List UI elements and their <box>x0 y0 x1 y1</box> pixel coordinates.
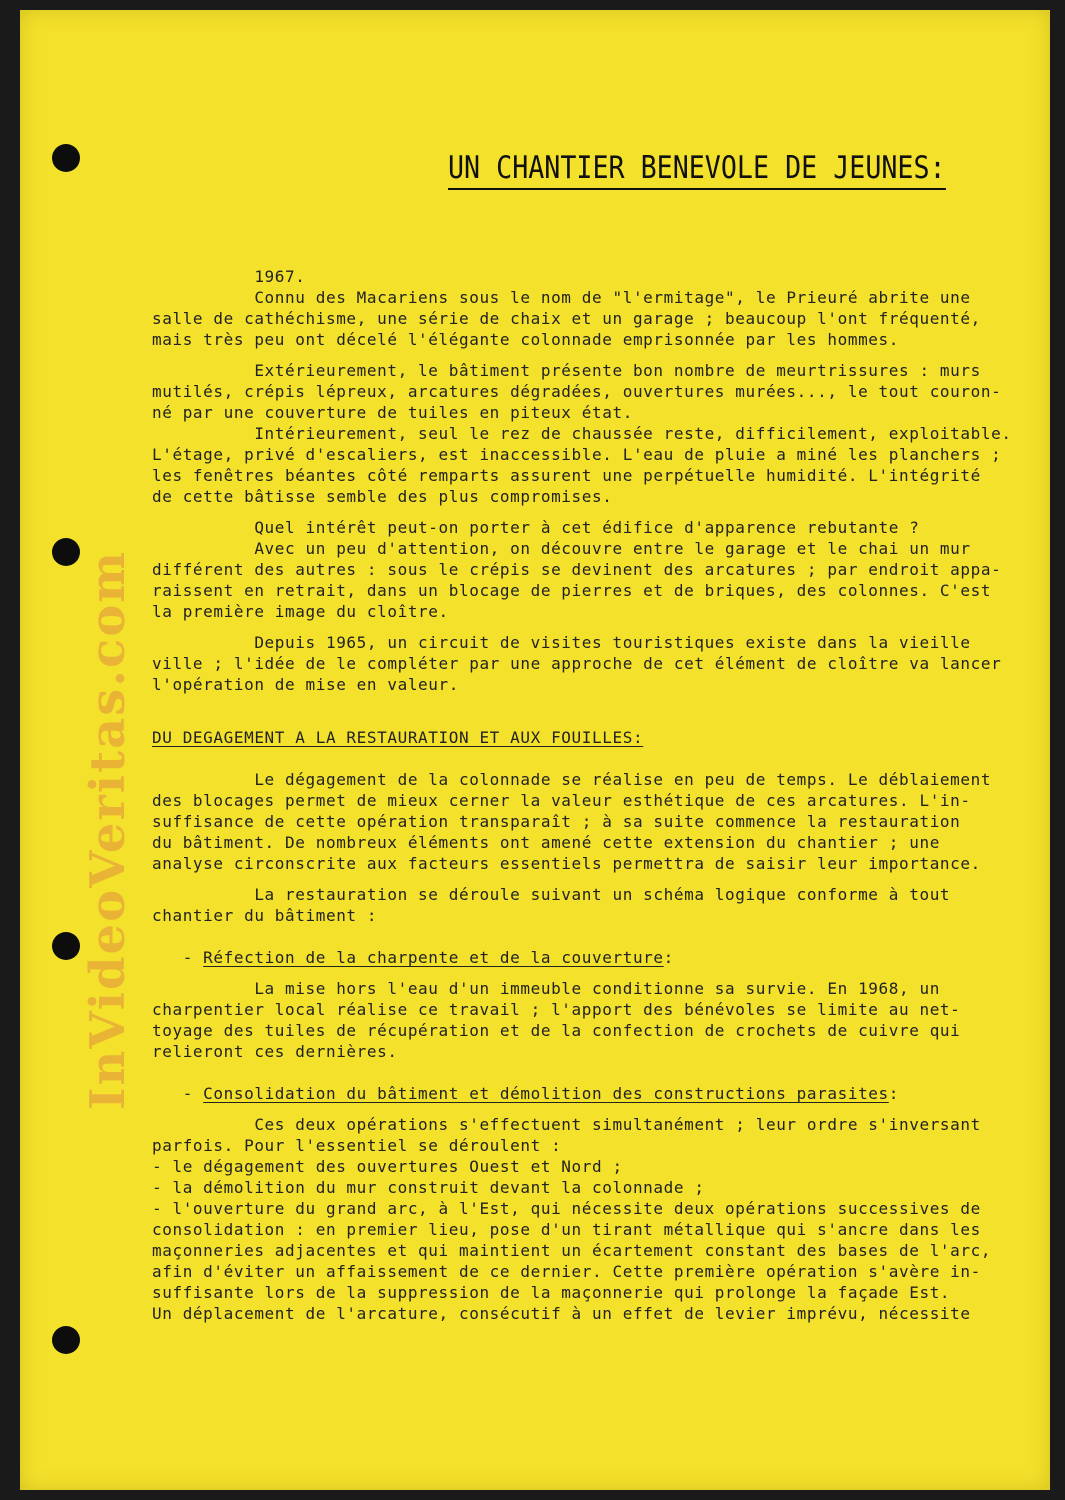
text-line: Extérieurement, le bâtiment présente bon nombre de meurtrissures : murs <box>152 361 981 380</box>
text-line: des blocages permet de mieux cerner la valeur esthétique de ces arcatures. L'in- <box>152 791 971 810</box>
text-line: relieront ces dernières. <box>152 1042 398 1061</box>
text-line: l'opération de mise en valeur. <box>152 675 459 694</box>
text-line: différent des autres : sous le crépis se devinent des arcatures ; par endroit appa- <box>152 560 1002 579</box>
text-line: parfois. Pour l'essentiel se déroulent : <box>152 1136 562 1155</box>
paragraph <box>152 287 1032 350</box>
text-line: La restauration se déroule suivant un schéma logique conforme à tout <box>152 885 951 904</box>
text-line: analyse circonscrite aux facteurs essentiels permettra de saisir leur importance. <box>152 854 981 873</box>
list-item: - le dégagement des ouvertures Ouest et Nord ; <box>152 1157 623 1176</box>
text-line: de cette bâtisse semble des plus compromises. <box>152 487 613 506</box>
text-line: du bâtiment. De nombreux éléments ont amené cette extension du chantier ; une <box>152 833 940 852</box>
text-line: ville ; l'idée de le compléter par une approche de cet élément de cloître va lancer <box>152 654 1002 673</box>
text-line: Ces deux opérations s'effectuent simultanément ; leur ordre s'inversant <box>152 1115 981 1134</box>
text-line: Un déplacement de l'arcature, consécutif à un effet de levier imprévu, nécessite <box>152 1304 971 1323</box>
text-line: Le dégagement de la colonnade se réalise en peu de temps. Le déblaiement <box>152 770 992 789</box>
binder-hole <box>52 538 80 566</box>
text-line: Quel intérêt peut-on porter à cet édifice d'apparence rebutante ? <box>152 518 920 537</box>
text-line: chantier du bâtiment : <box>152 906 378 925</box>
binder-hole <box>52 932 80 960</box>
paragraph <box>152 360 1032 507</box>
text-line: charpentier local réalise ce travail ; l'apport des bénévoles se limite au net- <box>152 1000 961 1019</box>
text-line: né par une couverture de tuiles en piteux état. <box>152 403 633 422</box>
text-line: toyage des tuiles de récupération et de la confection de crochets de cuivre qui <box>152 1021 961 1040</box>
text-line: suffisance de cette opération transparaît ; à sa suite commence la restauration <box>152 812 961 831</box>
text-line: Depuis 1965, un circuit de visites touristiques existe dans la vieille <box>152 633 971 652</box>
paragraph <box>152 1114 1032 1324</box>
watermark: InVideoVeritas.com <box>80 549 136 1110</box>
subsection-heading: - Consolidation du bâtiment et démolition des constructions parasites: <box>152 1084 900 1103</box>
text-line: mutilés, crépis lépreux, arcatures dégradées, ouvertures murées..., le tout couron- <box>152 382 1002 401</box>
year-line: 1967. <box>152 267 306 286</box>
text-line: L'étage, privé d'escaliers, est inaccessible. L'eau de pluie a miné les planchers ; <box>152 445 1002 464</box>
document-body <box>152 266 1032 1324</box>
text-line: suffisante lors de la suppression de la maçonnerie qui prolonge la façade Est. <box>152 1283 951 1302</box>
text-line: salle de cathéchisme, une série de chaix et un garage ; beaucoup l'ont fréquenté, <box>152 309 981 328</box>
text-line: La mise hors l'eau d'un immeuble conditionne sa survie. En 1968, un <box>152 979 940 998</box>
paragraph <box>152 769 1032 874</box>
text-line: afin d'éviter un affaissement de ce dernier. Cette première opération s'avère in- <box>152 1262 981 1281</box>
text-line: la première image du cloître. <box>152 602 449 621</box>
text-line: consolidation : en premier lieu, pose d'un tirant métallique qui s'ancre dans les <box>152 1220 981 1239</box>
text-line: Avec un peu d'attention, on découvre entre le garage et le chai un mur <box>152 539 971 558</box>
paragraph <box>152 978 1032 1062</box>
text-line: maçonneries adjacentes et qui maintient un écartement constant des bases de l'arc, <box>152 1241 992 1260</box>
paragraph <box>152 517 1032 622</box>
text-line: raissent en retrait, dans un blocage de pierres et de briques, des colonnes. C'est <box>152 581 992 600</box>
paragraph <box>152 632 1032 695</box>
text-line: mais très peu ont décelé l'élégante colonnade emprisonnée par les hommes. <box>152 330 899 349</box>
text-line: Connu des Macariens sous le nom de "l'ermitage", le Prieuré abrite une <box>152 288 971 307</box>
list-item: - l'ouverture du grand arc, à l'Est, qui nécessite deux opérations successives de <box>152 1199 981 1218</box>
section-heading: DU DEGAGEMENT A LA RESTAURATION ET AUX FOUILLES: <box>152 728 644 747</box>
binder-hole <box>52 144 80 172</box>
document-title: UN CHANTIER BENEVOLE DE JEUNES: <box>448 150 946 190</box>
subsection-heading: - Réfection de la charpente et de la couverture: <box>152 948 674 967</box>
text-line: Intérieurement, seul le rez de chaussée reste, difficilement, exploitable. <box>152 424 1012 443</box>
binder-hole <box>52 1326 80 1354</box>
paragraph <box>152 884 1032 926</box>
list-item: - la démolition du mur construit devant la colonnade ; <box>152 1178 705 1197</box>
text-line: les fenêtres béantes côté remparts assurent une perpétuelle humidité. L'intégrité <box>152 466 981 485</box>
